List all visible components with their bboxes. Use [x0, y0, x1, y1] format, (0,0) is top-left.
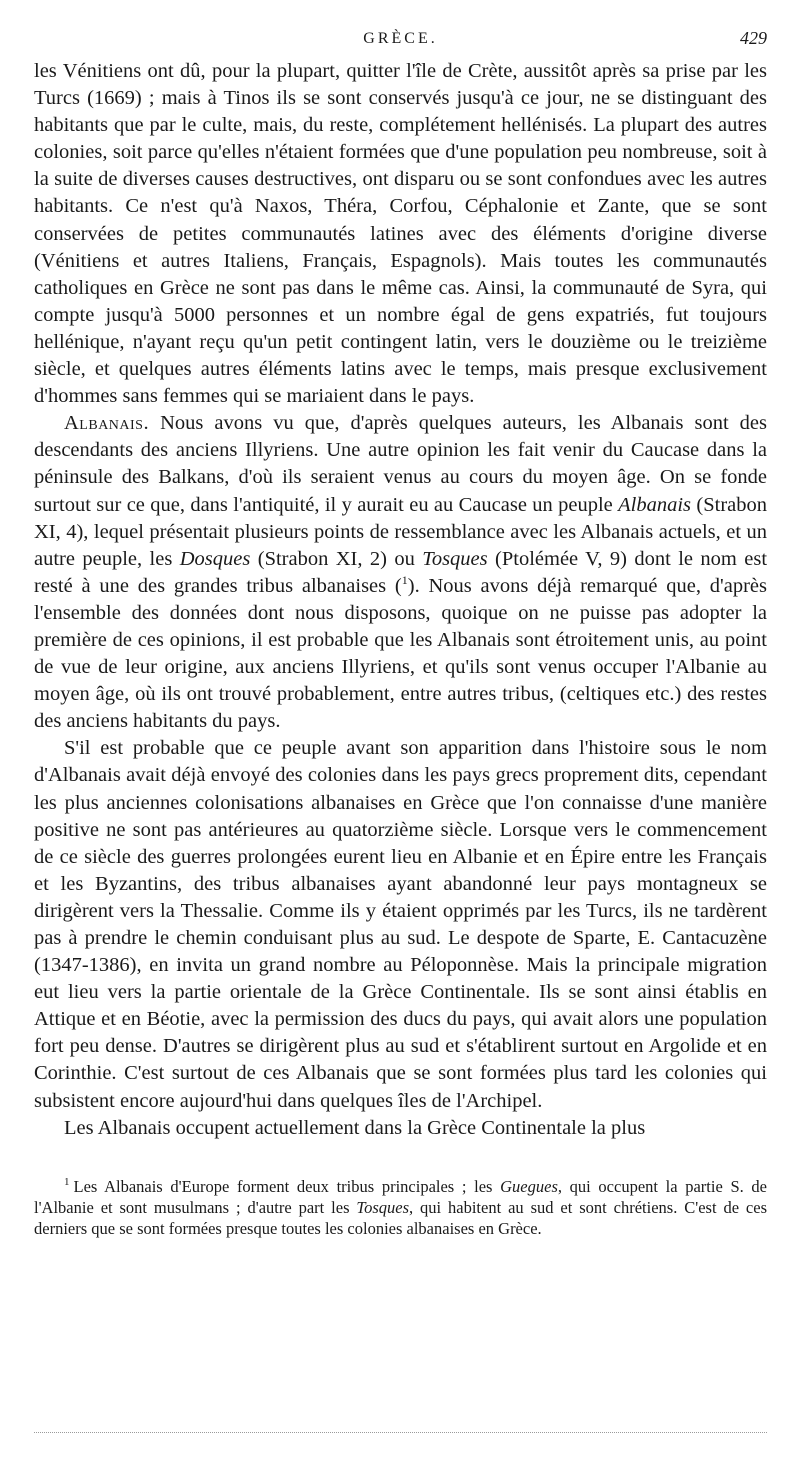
footnote-text-a: Les Albanais d'Europe forment deux tribus principales ; les: [73, 1176, 501, 1196]
paragraph-albanais: [34, 410, 767, 735]
paragraph-albanais-text-c: (Strabon XI, 2) ou: [250, 547, 423, 570]
footnote-reference[interactable]: 1: [401, 572, 408, 587]
paragraph-albanais-text-d: (Ptolémée V, 9) dont le nom est resté à une des grandes tribus albanaises (: [34, 547, 768, 597]
body-text: [34, 58, 767, 1142]
paragraph-albanais-text-a: Nous avons vu que, d'après quelques auteurs, les Albanais sont des descendants des anciens Illyriens. Une autre opinion les fait venir du Caucase dans la péninsule des Balkans, d'où ils seraient venus au cours du moyen âge. On se fonde surtout sur ce que, dans l'antiquité, il y aurait eu au Caucase un peuple: [34, 412, 767, 516]
paragraph-albanais-text-b: (Strabon XI, 4), lequel présentait plusieurs points de ressemblance avec les Albanais actuels, et un autre peuple, les: [34, 493, 767, 570]
paragraph-continentale: Les Albanais occupent actuellement dans la Grèce Continentale la plus: [64, 1116, 646, 1139]
term-albanais: Albanais: [618, 493, 692, 516]
paragraph-colonisations: S'il est probable que ce peuple avant son apparition dans l'histoire sous le nom d'Albanais avait déjà envoyé des colonies dans les pays grecs proprement dits, cependant les plus anciennes colonisations albanaises en Grèce que l'on connaisse d'une manière positive ne sont pas antérieures au quatorzième siècle. Lorsque vers le commencement de ce siècle des guerres prolongées eurent lieu en Albanie et en Épire entre les Français et les Byzantins, des tribus albanaises ayant abandonné leur pays montagneux se dirigèrent vers la Thessalie. Comme ils y étaient opprimés par les Turcs, ils ne tardèrent pas à prendre le chemin conduisant plus au sud. Le despote de Sparte, E. Cantacuzène (1347-1386), en invita un grand nombre au Péloponnèse. Mais la principale migration eut lieu vers la partie orientale de la Grèce Continentale. Ils se sont ainsi établis en Attique et en Béotie, avec la permission des ducs du pays, qui avait alors une population fort peu dense. D'autres se dirigèrent plus au sud et s'établirent surtout en Argolide et en Corinthie. C'est surtout de ces Albanais que se sont formées plus tard les colonies qui subsistent encore aujourd'hui dans quelques îles de l'Archipel.: [34, 737, 767, 1112]
paragraph-venitiens: les Vénitiens ont dû, pour la plupart, quitter l'île de Crète, aussitôt après sa prise par les Turcs (1669) ; mais à Tinos ils se sont conservés jusqu'à ce jour, ne se distinguant des habitants que par le culte, mais, du reste, complétement hellénisés. La plupart des autres colonies, soit parce qu'elles n'étaient formées que d'une population peu nombreuse, soit à la suite de diverses causes destructives, ont disparu ou se sont confondues avec les autres habitants. Ce n'est qu'à Naxos, Théra, Corfou, Céphalonie et Zante, que se sont conservées de petites communautés latines avec des éléments d'origine diverse (Vénitiens et autres Italiens, Français, Espagnols). Mais toutes les communautés catholiques en Grèce ne sont pas dans le même cas. Ainsi, la communauté de Syra, qui compte jusqu'à 5000 personnes et un nombre égal de gens expatriés, fut toujours hellénique, n'ayant reçu qu'un petit contingent latin, vers le douzième ou le treizième siècle, et quelques autres éléments latins avec le temps, mais presque exclusivement d'hommes sans femmes qui se mariaient dans le pays.: [34, 60, 767, 408]
page-number: 429: [740, 28, 767, 48]
term-dosques: Dosques: [179, 547, 251, 570]
footnote-text-b: , qui occupent la partie S. de l'Albanie et sont musulmans ; d'autre part les: [34, 1176, 767, 1217]
term-tosques-footnote: Tosques: [356, 1197, 409, 1217]
footnotes: [34, 1176, 767, 1239]
bottom-rule: [34, 1432, 767, 1433]
footnote-mark: 1: [64, 1176, 70, 1189]
term-tosques: Tosques: [422, 547, 488, 570]
page-header: [34, 26, 767, 56]
term-guegues: Guegues: [500, 1176, 558, 1196]
document-page: [34, 26, 767, 1239]
running-title: GRÈCE.: [363, 30, 438, 47]
footnote-1: [34, 1176, 767, 1239]
footnote-text-c: , qui habitent au sud et sont chrétiens. C'est de ces derniers que se sont formées presque toutes les colonies albanaises en Grèce.: [34, 1197, 767, 1238]
section-lead-albanais: Albanais.: [64, 412, 150, 435]
paragraph-albanais-text-e: ). Nous avons déjà remarqué que, d'après l'ensemble des données dont nous disposons, quoique on ne puisse pas adopter la première de ces opinions, il est probable que les Albanais sont étroitement unis, au point de vue de leur origine, aux anciens Illyriens, et qu'ils sont venus occuper l'Albanie au moyen âge, où ils ont trouvé probablement, entre autres tribus, (celtiques etc.) des restes des anciens habitants du pays.: [34, 574, 767, 733]
